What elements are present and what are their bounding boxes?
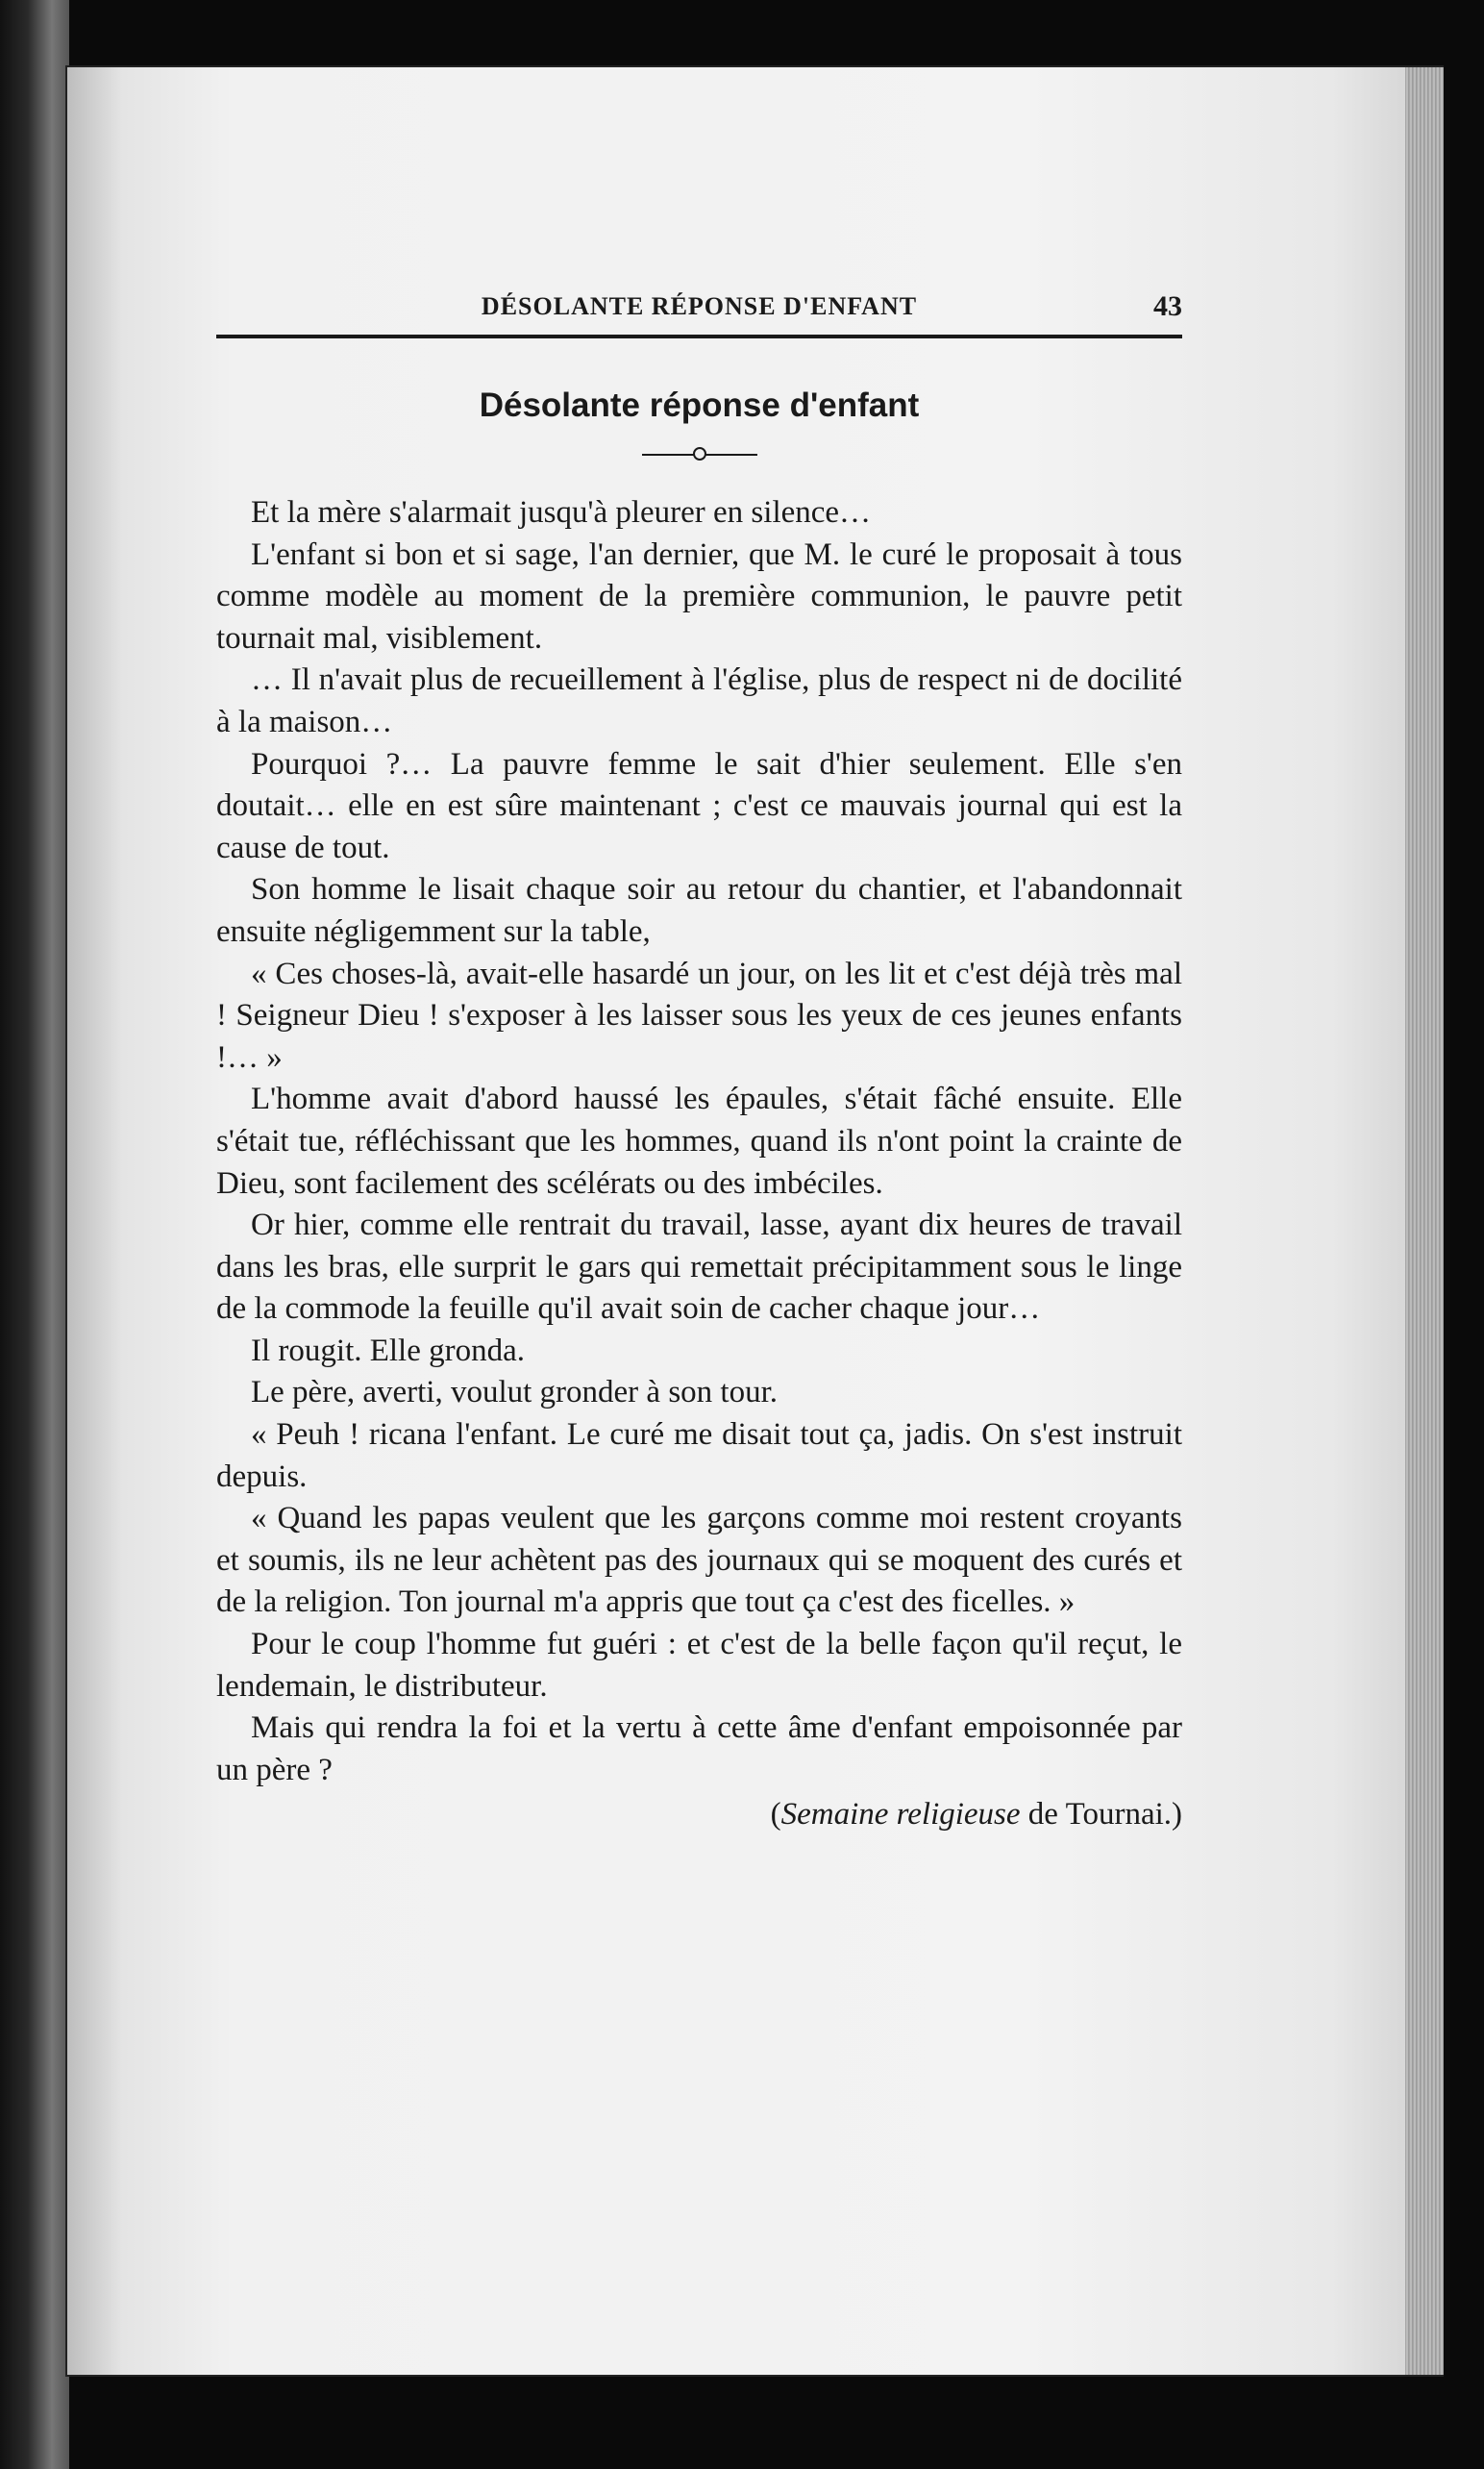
paragraph: « Quand les papas veulent que les garçons comme moi restent croyants et soumis, ils ne leur achètent pas des journaux qui se moquent des curés et de la religion. Ton journal m'a appris que tout ça c'est des ficelles. »	[216, 1501, 1182, 1620]
paragraph: Le père, averti, voulut gronder à son tour.	[251, 1375, 778, 1410]
paragraph: … Il n'avait plus de recueillement à l'église, plus de respect ni de docilité à la maison…	[216, 662, 1182, 739]
paragraph: Pourquoi ?… La pauvre femme le sait d'hier seulement. Elle s'en doutait… elle en est sûre maintenant ; c'est ce mauvais journal qui est la cause de tout.	[216, 746, 1182, 865]
paragraph: « Ces choses-là, avait-elle hasardé un jour, on les lit et c'est déjà très mal ! Seigneur Dieu ! s'exposer à les laisser sous les yeux de ces jeunes enfants !… »	[216, 956, 1182, 1075]
attribution-rest: de Tournai.)	[1020, 1797, 1182, 1833]
paragraph: Mais qui rendra la foi et la vertu à cette âme d'enfant empoisonnée par un père ?	[216, 1710, 1182, 1787]
paragraph: Son homme le lisait chaque soir au retour du chantier, et l'abandonnait ensuite négligemment sur la table,	[216, 872, 1182, 949]
attribution-source: Semaine religieuse	[780, 1797, 1021, 1833]
paragraph: « Peuh ! ricana l'enfant. Le curé me disait tout ça, jadis. On s'est instruit depuis.	[216, 1417, 1182, 1494]
source-attribution	[216, 1793, 1182, 1835]
article-title: Désolante réponse d'enfant	[479, 387, 920, 424]
book-binding-edge	[0, 0, 69, 2469]
paragraph: Et la mère s'alarmait jusqu'à pleurer en silence…	[251, 495, 872, 530]
page-stack-edge	[1405, 67, 1444, 2375]
paragraph: Il rougit. Elle gronda.	[251, 1333, 526, 1368]
paragraph: L'homme avait d'abord haussé les épaules, s'était fâché ensuite. Elle s'était tue, réfléchissant que les hommes, quand ils n'ont point la crainte de Dieu, sont facilement des scélérats ou des imbéciles.	[216, 1082, 1182, 1201]
paragraph: Pour le coup l'homme fut guéri : et c'est de la belle façon qu'il reçut, le lendemain, le distributeur.	[216, 1627, 1182, 1704]
paragraph: L'enfant si bon et si sage, l'an dernier, que M. le curé le proposait à tous comme modèle au moment de la première communion, le pauvre petit tournait mal, visiblement.	[216, 536, 1182, 656]
ornament-circle	[693, 447, 706, 461]
running-title: DÉSOLANTE RÉPONSE D'ENFANT	[481, 292, 918, 320]
running-head	[216, 288, 1182, 338]
paragraph: Or hier, comme elle rentrait du travail, lasse, ayant dix heures de travail dans les bras, elle surprit le gars qui remettait précipitamment sous le linge de la commode la feuille qu'il avait soin de cacher chaque jour…	[216, 1208, 1182, 1327]
title-ornament	[642, 444, 757, 463]
page-number: 43	[1153, 290, 1182, 322]
attribution-open: (	[770, 1797, 781, 1833]
article-body	[216, 492, 1182, 1791]
page-content	[216, 288, 1182, 1835]
